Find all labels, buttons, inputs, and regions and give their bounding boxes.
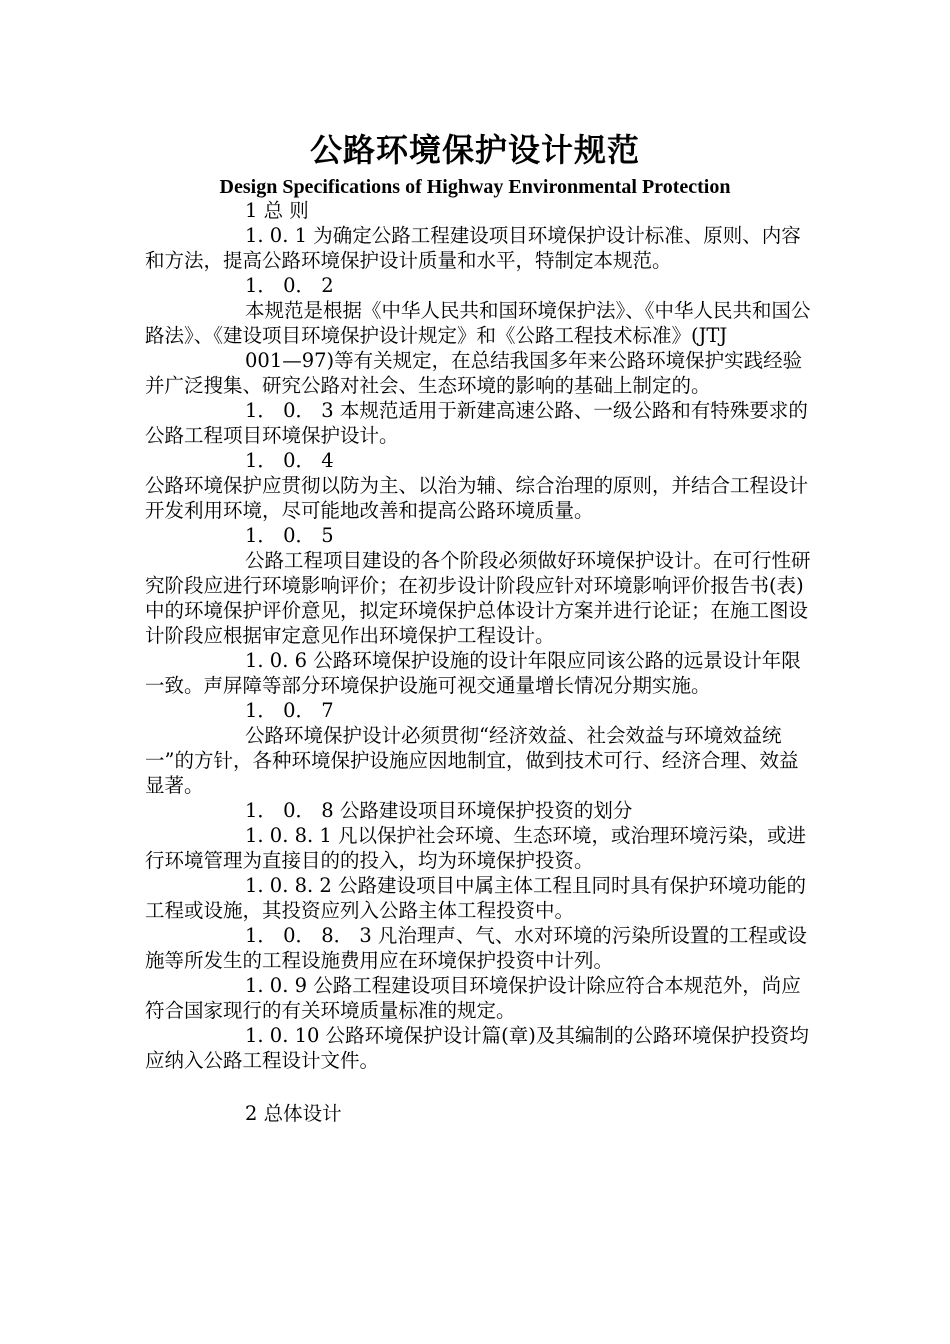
clause-1-0-8-1: 1. 0. 8. 1 凡以保护社会环境、生态环境，或治理环境污染，或进行环境管理为直接目的的投入，均为环境保护投资。 <box>145 824 807 872</box>
clause-1-0-2-text: 本规范是根据《中华人民共和国环境保护法》、《中华人民共和国公路法》、《建设项目环境保护设计规定》和《公路工程技术标准》(JTJ <box>145 299 811 347</box>
clause-number: 1． 0． 4 <box>245 449 334 472</box>
clause-1-0-3: 1． 0． 3 本规范适用于新建高速公路、一级公路和有特殊要求的公路工程项目环境保护设计。 <box>145 399 808 447</box>
clause-1-0-9: 1. 0. 9 公路工程建设项目环境保护设计除应符合本规范外，尚应符合国家现行的有关环境质量标准的规定。 <box>145 974 801 1022</box>
chapter-heading: 1 总 则 <box>245 199 309 222</box>
clause-1-0-2-continuation: 001—97)等有关规定，在总结我国多年来公路环境保护实践经验并广泛搜集、研究公路对社会、生态环境的影响的基础上制定的。 <box>145 349 803 397</box>
clause-1-0-4-text: 公路环境保护应贯彻以防为主、以治为辅、综合治理的原则，并结合工程设计开发利用环境，尽可能地改善和提高公路环境质量。 <box>145 474 809 522</box>
clause-1-0-8: 1． 0． 8 公路建设项目环境保护投资的划分 <box>245 799 633 822</box>
blank-line <box>145 1073 813 1101</box>
document-title: 公路环境保护设计规范 <box>309 131 640 169</box>
document-subtitle-english: Design Specifications of Highway Environmental Protection <box>219 176 731 198</box>
chapter-heading: 2 总体设计 <box>245 1102 342 1125</box>
clause-number: 1． 0． 2 <box>245 274 334 297</box>
clause-1-0-8-3: 1． 0． 8． 3 凡治理声、气、水对环境的污染所设置的工程或设施等所发生的工程设施费用应在环境保护投资中计列。 <box>145 924 807 972</box>
clause-number: 1． 0． 7 <box>245 699 334 722</box>
clause-1-0-7-text: 公路环境保护设计必须贯彻“经济效益、社会效益与环境效益统一”的方针，各种环境保护设施应因地制宜，做到技术可行、经济合理、效益显著。 <box>145 724 799 797</box>
clause-1-0-1: 1. 0. 1 为确定公路工程建设项目环境保护设计标准、原则、内容和方法，提高公路环境保护设计质量和水平，特制定本规范。 <box>145 224 801 272</box>
document-body <box>145 198 813 1126</box>
clause-1-0-8-2: 1. 0. 8. 2 公路建设项目中属主体工程且同时具有保护环境功能的工程或设施，其投资应列入公路主体工程投资中。 <box>145 874 807 922</box>
clause-number: 1． 0． 5 <box>245 524 334 547</box>
clause-1-0-6: 1. 0. 6 公路环境保护设施的设计年限应同该公路的远景设计年限一致。声屏障等部分环境保护设施可视交通量增长情况分期实施。 <box>145 649 801 697</box>
clause-1-0-10: 1. 0. 10 公路环境保护设计篇(章)及其编制的公路环境保护投资均应纳入公路工程设计文件。 <box>145 1024 809 1072</box>
clause-1-0-5-text: 公路工程项目建设的各个阶段必须做好环境保护设计。在可行性研究阶段应进行环境影响评价；在初步设计阶段应针对环境影响评价报告书(表)中的环境保护评价意见，拟定环境保护总体设计方案并进行论证；在施工图设计阶段应根据审定意见作出环境保护工程设计。 <box>145 549 811 647</box>
